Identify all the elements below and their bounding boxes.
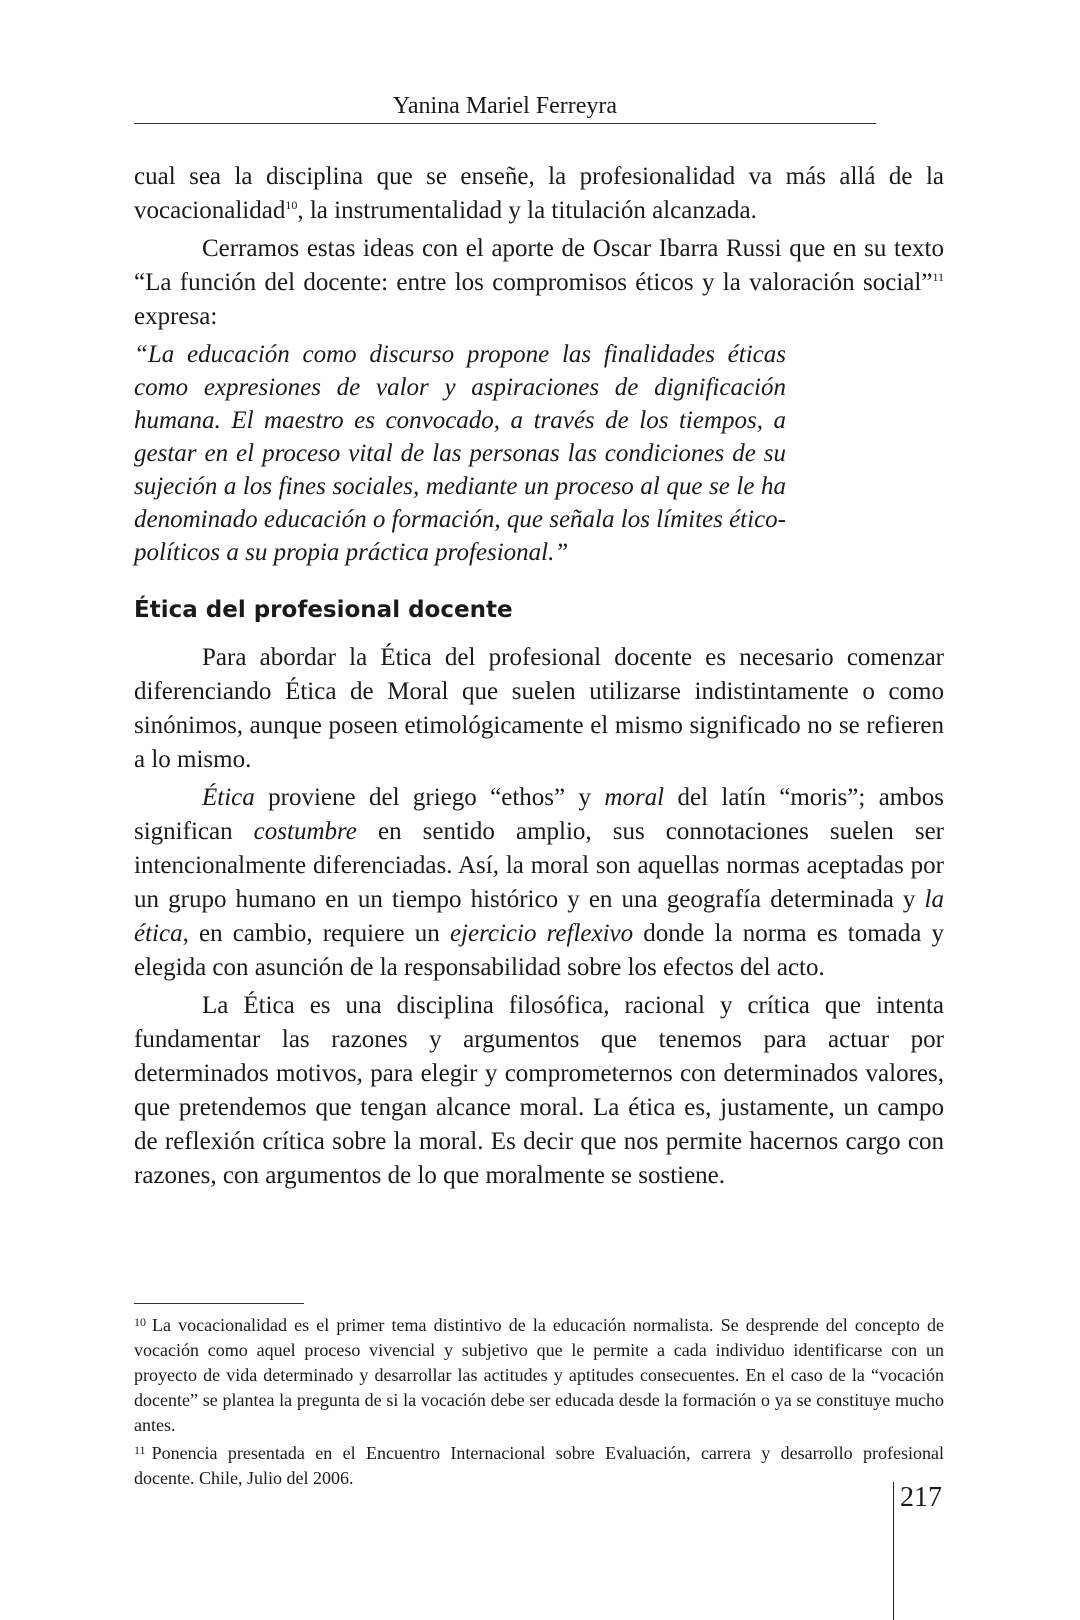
paragraph-4-text: del latín “moris”; ambos significan <box>134 784 944 845</box>
header-author: Yanina Mariel Ferreyra <box>392 93 618 119</box>
footnote-ref-11: 11 <box>932 270 944 284</box>
footnote-number: 11 <box>134 1443 146 1457</box>
page-number-rule <box>893 1482 894 1620</box>
paragraph-4-text: donde la norma es tomada y elegida con asunción de la responsabilidad sobre los efectos del acto. <box>134 920 944 981</box>
paragraph-4-text: proviene del griego “ethos” y <box>254 784 605 811</box>
paragraph-2-text-end: expresa: <box>134 303 218 330</box>
paragraph-1-text-end: , la instrumentalidad y la titulación alcanzada. <box>297 197 757 224</box>
footnotes <box>134 1310 944 1491</box>
paragraph-1-text: cual sea la disciplina que se enseñe, la profesionalidad va más allá de la vocacionalidad <box>134 163 944 224</box>
footnote-text: Ponencia presentada en el Encuentro Internacional sobre Evaluación, carrera y desarrollo profesional docente. Chile, Julio del 2006. <box>134 1443 944 1488</box>
term-la-etica: la ética <box>134 886 944 947</box>
term-costumbre: costumbre <box>253 818 357 845</box>
footnote-10 <box>134 1310 944 1438</box>
page-number: 217 <box>900 1482 942 1513</box>
paragraph-4 <box>134 781 944 985</box>
footnote-text: La vocacionalidad es el primer tema distintivo de la educación normalista. Se desprende del concepto de vocación como aquel proceso vivencial y subjetivo que le permite a cada individuo identificarse con un proyecto de vida determinado y desarrollar las actitudes y aptitudes consecuentes. En el caso de la “vocación docente” se plantea la pregunta de si la vocación debe ser educada desde la formación o ya se constituye mucho antes. <box>134 1315 944 1435</box>
paragraph-2 <box>134 232 944 334</box>
paragraph-4-text: , en cambio, requiere un <box>182 920 450 947</box>
running-header <box>134 92 876 124</box>
term-ejercicio-reflexivo: ejercicio reflexivo <box>449 920 634 947</box>
paragraph-4-text: en sentido amplio, sus connotaciones suelen ser intencionalmente diferenciadas. Así, la moral son aquellas normas aceptadas por un grupo humano en un tiempo histórico y en una geografía determinada y <box>134 818 944 913</box>
paragraph-2-text: Cerramos estas ideas con el aporte de Oscar Ibarra Russi que en su texto “La función del docente: entre los compromisos éticos y la valoración social” <box>134 235 944 296</box>
paragraph-3: Para abordar la Ética del profesional docente es necesario comenzar diferenciando Ética de Moral que suelen utilizarse indistintamente o como sinónimos, aunque poseen etimológicamente el mismo significado no se refieren a lo mismo. <box>134 644 944 773</box>
footnote-11 <box>134 1438 944 1491</box>
paragraph-1 <box>134 160 944 228</box>
paragraph-5: La Ética es una disciplina filosófica, racional y crítica que intenta fundamentar las razones y argumentos que tenemos para actuar por determinados motivos, para elegir y comprometernos con determinados valores, que pretendemos que tengan alcance moral. La ética es, justamente, un campo de reflexión crítica sobre la moral. Es decir que nos permite hacernos cargo con razones, con argumentos de lo que moralmente se sostiene. <box>134 992 944 1189</box>
footnote-ref-10: 10 <box>285 198 298 212</box>
main-text <box>134 160 944 1197</box>
term-etica: Ética <box>202 784 255 811</box>
term-moral: moral <box>604 784 665 811</box>
section-heading: Ética del profesional docente <box>134 597 513 623</box>
block-quote: “La educación como discurso propone las finalidades éticas como expresiones de valor y aspiraciones de dignificación humana. El maestro es convocado, a través de los tiempos, a gestar en el proceso vital de las personas las condiciones de su sujeción a los fines sociales, mediante un proceso al que se le ha denominado educación o formación, que señala los límites ético-políticos a su propia práctica profesional.” <box>134 341 786 566</box>
footnote-divider <box>134 1303 304 1304</box>
footnote-number: 10 <box>134 1315 146 1329</box>
